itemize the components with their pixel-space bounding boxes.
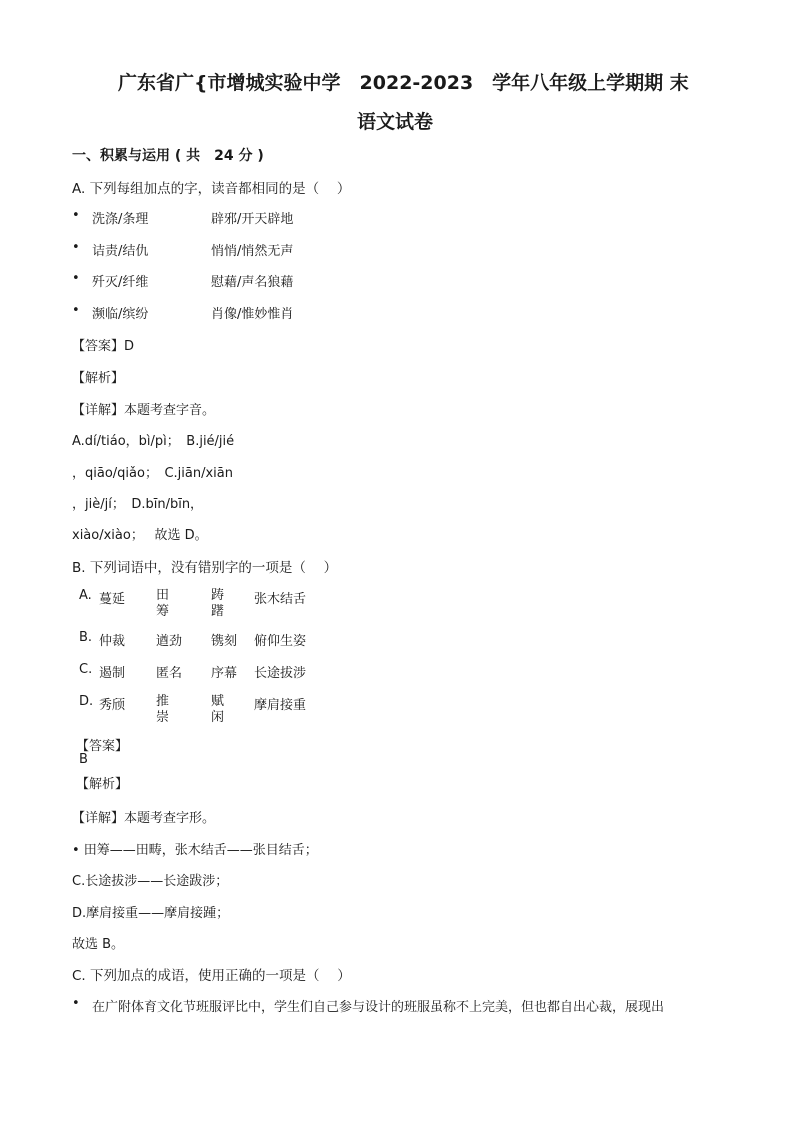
option-word: 镌刻 xyxy=(211,634,238,649)
pinyin-line: A.dí/tiáo，bì/pì； B.jié/jié xyxy=(72,434,235,449)
option-label: B. xyxy=(79,630,93,645)
bullet-icon: • xyxy=(72,208,80,223)
option-left: 洗涤/条理 xyxy=(92,212,149,227)
bullet-icon: • xyxy=(72,271,80,286)
option-word: 田筹 xyxy=(156,588,170,619)
option-text: 在广附体育文化节班服评比中，学生们自己参与设计的班服虽称不上完美，但也都自出心裁，展现出 xyxy=(92,1000,665,1015)
option-word: 秀颀 xyxy=(99,698,126,713)
detail-line: 【详解】本题考查字音。 xyxy=(72,403,216,418)
option-label: D. xyxy=(79,694,94,709)
option-word: 遒劲 xyxy=(156,634,183,649)
conclusion-line: 故选 B。 xyxy=(72,937,125,952)
correction-line: • 田筹——田畴，张木结舌——张目结舌； xyxy=(72,843,318,858)
option-word: 仲裁 xyxy=(99,634,126,649)
doc-title-line2: 语文试卷 xyxy=(357,111,434,133)
bullet-icon: • xyxy=(72,240,80,255)
option-left: 濒临/缤纷 xyxy=(92,307,149,322)
correction-line: D.摩肩接重——摩肩接踵； xyxy=(72,906,230,921)
option-word: 蔓延 xyxy=(99,592,126,607)
option-right: 悄悄/悄然无声 xyxy=(211,244,294,259)
pinyin-line: ，jiè/jí； D.bīn/bīn， xyxy=(72,497,204,512)
question-2-stem: B. 下列词语中，没有错别字的一项是（ ） xyxy=(72,560,338,576)
option-word: 俯仰生姿 xyxy=(254,634,307,649)
pinyin-line: xiào/xiào； 故选 D。 xyxy=(72,528,208,543)
option-word: 踌躇 xyxy=(211,588,225,619)
answer-value: D xyxy=(124,339,135,354)
option-word: 赋闲 xyxy=(211,694,225,725)
option-right: 肖像/惟妙惟肖 xyxy=(211,307,294,322)
option-word: 张木结舌 xyxy=(254,592,307,607)
option-word: 长途拔涉 xyxy=(254,666,307,681)
option-word: 遏制 xyxy=(99,666,126,681)
option-left: 歼灭/纤维 xyxy=(92,275,149,290)
option-word: 序幕 xyxy=(211,666,238,681)
question-3-stem: C. 下列加点的成语，使用正确的一项是（ ） xyxy=(72,968,351,984)
analysis-label: 【解析】 xyxy=(76,777,129,792)
option-label: C. xyxy=(79,662,93,677)
bullet-icon: • xyxy=(72,996,80,1011)
option-right: 辟邪/开天辟地 xyxy=(211,212,294,227)
pinyin-line: ，qiāo/qiǎo； C.jiān/xiān xyxy=(72,466,233,481)
option-word: 摩肩接重 xyxy=(254,698,307,713)
bullet-icon: • xyxy=(72,303,80,318)
correction-line: C.长途拔涉——长途跋涉； xyxy=(72,874,229,889)
option-left: 诘责/结仇 xyxy=(92,244,149,259)
option-label: A. xyxy=(79,588,92,603)
answer-label: 【答案】 xyxy=(72,339,125,354)
detail-line: 【详解】本题考查字形。 xyxy=(72,811,216,826)
option-word: 匿名 xyxy=(156,666,183,681)
option-word: 推崇 xyxy=(156,694,170,725)
analysis-label: 【解析】 xyxy=(72,371,125,386)
doc-title-line1: 广东省广{市增城实验中学 2022-2023 学年八年级上学期期 末 xyxy=(118,72,689,94)
question-1-stem: A. 下列每组加点的字，读音都相同的是（ ） xyxy=(72,181,351,197)
answer-line xyxy=(72,335,134,354)
answer-value: B xyxy=(79,752,88,767)
answer-label: 【答案】 xyxy=(76,739,129,754)
option-right: 慰藉/声名狼藉 xyxy=(211,275,294,290)
section-heading: 一、积累与运用 ( 共 24 分 ) xyxy=(72,148,264,164)
